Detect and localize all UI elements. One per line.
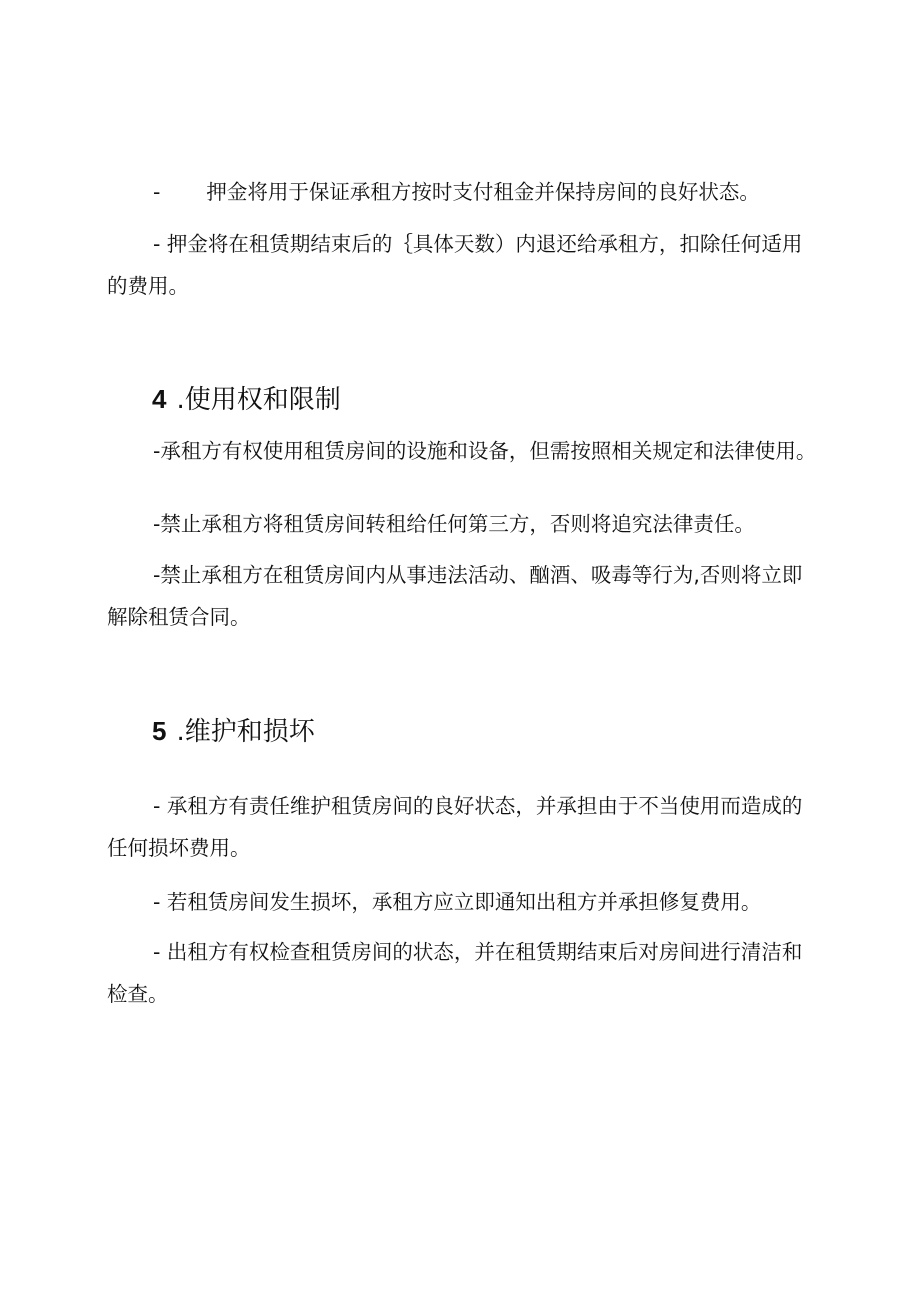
section-5-number: 5	[152, 716, 167, 746]
deposit-purpose-text: 押金将用于保证承租方按时支付租金并保持房间的良好状态。	[206, 180, 760, 204]
deposit-purpose-dash: -	[153, 180, 161, 204]
sublet-ban-paragraph: -禁止承租方将租赁房间转租给任何第三方，否则将追究法律责任。	[153, 512, 755, 536]
maintenance-duty-paragraph: - 承租方有责任维护租赁房间的良好状态，并承担由于不当使用而造成的任何损坏费用。	[107, 794, 803, 860]
deposit-purpose-paragraph	[107, 171, 819, 213]
section-4-number: 4	[152, 384, 167, 414]
deposit-refund-paragraph: - 押金将在租赁期结束后的｛具体天数）内退还给承租方，扣除任何适用的费用。	[107, 232, 803, 298]
section-4-heading	[152, 381, 341, 418]
usage-right-paragraph: -承租方有权使用租赁房间的设施和设备，但需按照相关规定和法律使用。	[153, 439, 817, 463]
illegal-activity-paragraph: -禁止承租方在租赁房间内从事违法活动、酗酒、吸毒等行为,否则将立即解除租赁合同。	[107, 563, 803, 629]
section-5-heading	[152, 713, 315, 750]
section-4-title: .使用权和限制	[176, 385, 341, 415]
inspection-right-paragraph: - 出租方有权检查租赁房间的状态，并在租赁期结束后对房间进行清洁和检查。	[107, 940, 803, 1006]
section-5-title: .维护和损坏	[176, 717, 315, 747]
damage-notice-paragraph: - 若租赁房间发生损坏，承租方应立即通知出租方并承担修复费用。	[153, 890, 762, 914]
